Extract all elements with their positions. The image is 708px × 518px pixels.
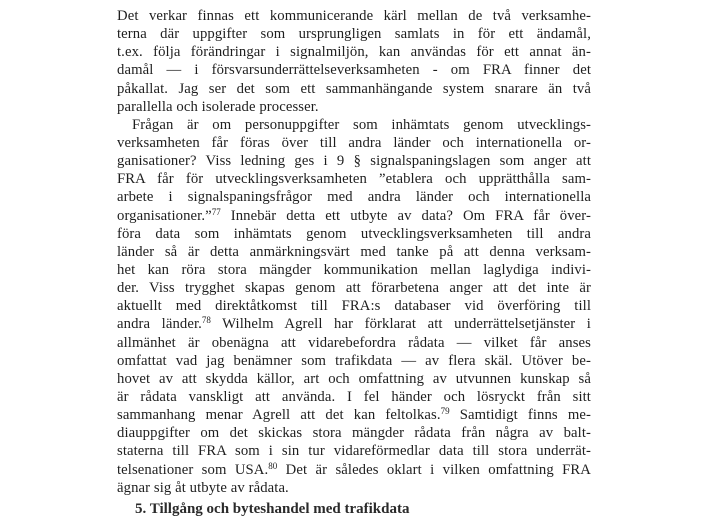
- text-line: t.ex. följa förändringar i signalmiljön, kan användas för ett annat än-: [117, 44, 591, 61]
- text-line: är rådata vanskligt att använda. I fel händer och lösryckt från sitt: [117, 388, 591, 405]
- text-line: diauppgifter om det skickas stora mängder rådata från några av balt-: [117, 425, 591, 442]
- text-line: Det verkar finnas ett kommunicerande kärl mellan de två verksamhe-: [117, 8, 591, 24]
- paragraph: [117, 7, 591, 116]
- footnote-ref: 79: [440, 406, 450, 417]
- text-line: ganisationer? Viss ledning ges i 9 § signalspaningslagen som anger att: [117, 153, 591, 170]
- footnote-ref: 77: [211, 206, 221, 217]
- text-line: ägnar sig åt utbyte av rådata.: [117, 479, 289, 496]
- section-heading-truncated: 5. Tillgång och byteshandel med trafikdata: [135, 501, 410, 517]
- text-line: het kan röra stora mängder kommunikation mellan laglydiga indivi-: [117, 261, 591, 278]
- text-line: telsenationer som USA.$^{80}$ Det är således oklart i vilken omfattning FRA: [117, 460, 591, 478]
- text-line: påkallat. Jag ser det som ett sammanhängande system snarare än två: [117, 80, 591, 97]
- text-line: sammanhang menar Agrell att det kan feltolkas.$^{79}$ Samtidigt finns me-: [117, 406, 591, 424]
- text-line: omfattat vad jag benämner som trafikdata — av flera skäl. Utöver be-: [117, 352, 591, 369]
- text-line: parallella och isolerade processer.: [117, 98, 319, 115]
- text-line: damål — i försvarsunderrättelseverksamheten - om FRA finner det: [117, 62, 591, 79]
- text-line: föra data som inhämtats genom utvecklingsverksamheten till andra: [117, 225, 591, 242]
- text-line: Frågan är om personuppgifter som inhämtats genom utvecklings-: [132, 116, 591, 133]
- text-line: allmänhet är obenägna att vidarebefordra rådata — vilket får anses: [117, 334, 591, 351]
- text-line: hovet av att skydda källor, art och omfattning av utvunnen kunskap så: [117, 370, 591, 387]
- text-line: länder så är detta anmärkningsvärt med tanke på att denna verksam-: [117, 243, 591, 260]
- text-line: staterna till FRA som i sin tur vidareförmedlar data till stora underrät-: [117, 443, 591, 460]
- text-line: der. Viss trygghet skapas genom att förarbetena anger att det inte är: [117, 280, 591, 297]
- text-line: FRA får för utvecklingsverksamheten ”etablera och upprätthålla sam-: [117, 171, 591, 188]
- footnote-ref: 80: [268, 460, 278, 471]
- text-line: organisationer.”$^{77}$ Innebär detta ett utbyte av data? Om FRA får över-: [117, 206, 591, 224]
- text-line: verksamheten får föras över till andra länder och internationella or-: [117, 134, 591, 151]
- text-line: andra länder.$^{78}$ Wilhelm Agrell har förklarat att underrättelsetjänster i: [117, 315, 591, 333]
- text-line: arbete i signalspaningsfrågor med andra länder och internationella: [117, 189, 591, 206]
- text-line: aktuellt med direktåtkomst till FRA:s databaser vid överföring till: [117, 298, 591, 315]
- text-line: terna där uppgifter som ursprungligen samlats in för ett ändamål,: [117, 26, 591, 43]
- paragraph: [117, 116, 591, 497]
- text-column: [117, 7, 591, 497]
- footnote-ref: 78: [201, 315, 211, 326]
